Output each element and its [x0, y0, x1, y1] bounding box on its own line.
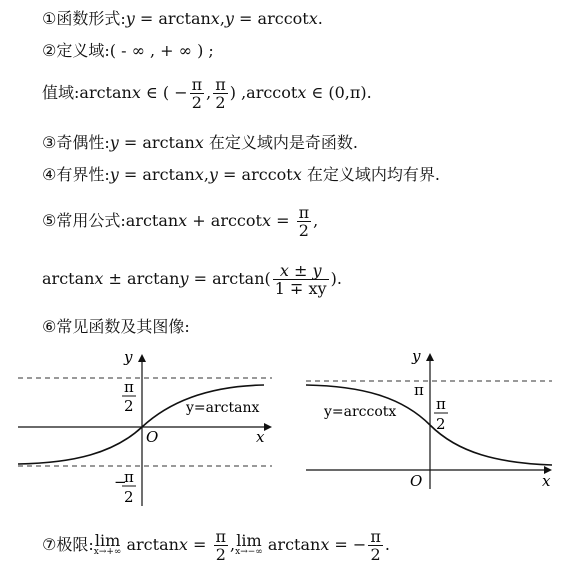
arccot-curve [306, 385, 552, 465]
var: x [194, 133, 204, 152]
func: = arccot [217, 165, 293, 184]
y-axis-label: y [124, 348, 133, 366]
var: x [94, 269, 104, 288]
text: = − [329, 535, 367, 554]
domain-label: ②定义域 [42, 41, 105, 60]
var: x [292, 165, 302, 184]
arctan-curve-label: y=arctanx [186, 400, 260, 416]
text: = arctan( [188, 269, 271, 288]
fraction [190, 76, 205, 111]
var: x [210, 9, 220, 28]
upper-num: π [124, 378, 134, 396]
graph-line [42, 317, 190, 337]
sep: : [120, 9, 126, 28]
mid-den: 2 [436, 415, 446, 433]
text: = [187, 535, 212, 554]
sep: , [313, 211, 319, 230]
var: x [308, 9, 318, 28]
func: arctan [262, 535, 321, 554]
var: x [320, 535, 330, 554]
sep: , [206, 83, 212, 102]
formula-line-1 [42, 204, 318, 239]
sep: : [74, 83, 80, 102]
domain-line [42, 41, 214, 61]
fraction [214, 528, 229, 563]
func: = arctan [134, 9, 211, 28]
text: 在定义域内是奇函数. [203, 133, 359, 152]
var: x [178, 211, 188, 230]
func: arctan [42, 269, 95, 288]
parity-label: ③奇偶性 [42, 133, 105, 152]
var: x [297, 83, 307, 102]
text: ). [330, 269, 342, 288]
graph-label: ⑥常见函数及其图像 [42, 317, 185, 336]
var: x [178, 535, 188, 554]
func: = arctan [118, 165, 195, 184]
text: ∈ ( − [140, 83, 188, 102]
func: arctan [125, 211, 179, 230]
var: y [109, 133, 119, 152]
parity-line [42, 133, 358, 153]
origin-label: O [146, 428, 159, 446]
var: y [208, 165, 218, 184]
num: π [191, 75, 203, 94]
lim-sub: x→+∞ [93, 547, 122, 557]
sep: : [184, 317, 190, 336]
lim-sub: x→−∞ [235, 547, 263, 557]
lim: lim [236, 531, 262, 550]
fraction [273, 262, 329, 297]
sep: : [104, 133, 110, 152]
arccot-graph [302, 345, 564, 491]
lower-sign: − [114, 473, 127, 491]
num: π [215, 527, 227, 546]
var: y [125, 9, 135, 28]
func: + arccot [187, 211, 262, 230]
func: arccot [246, 83, 298, 102]
lim: lim [94, 531, 121, 550]
num: x ± y [273, 262, 329, 280]
den: 2 [191, 93, 202, 112]
boundedness-line [42, 165, 440, 185]
den: 2 [370, 545, 381, 564]
lower-den: 2 [124, 488, 134, 506]
arctan-curve [18, 385, 264, 464]
formula-label: ⑤常用公式 [42, 211, 121, 230]
sep: , [219, 9, 225, 28]
func: ± arctan [103, 269, 180, 288]
boundedness-label: ④有界性 [42, 165, 105, 184]
num: π [215, 75, 226, 94]
func: arctan [79, 83, 132, 102]
sep: . [384, 535, 390, 554]
fraction [213, 76, 228, 111]
domain-value: :( - ∞ , + ∞ ) ; [104, 41, 214, 60]
origin-label: O [410, 472, 423, 490]
text: ∈ (0,π). [306, 83, 372, 102]
limit-label: ⑦极限 [42, 535, 89, 554]
formula-line-2 [42, 262, 342, 297]
x-axis-label: x [542, 472, 551, 490]
arctan-graph [14, 348, 276, 508]
num: π [370, 527, 381, 546]
sep: : [88, 535, 94, 554]
text: = [270, 211, 295, 230]
y-axis-label: y [412, 347, 421, 365]
limit-operator-1 [93, 531, 122, 557]
func: = arctan [118, 133, 195, 152]
upper-den: 2 [124, 397, 134, 415]
y-axis-arrow [426, 353, 434, 361]
sep: , [230, 535, 236, 554]
text: ) , [229, 83, 247, 102]
text: 在定义域内均有界. [301, 165, 440, 184]
lower-num: π [124, 468, 134, 486]
var: x [194, 165, 204, 184]
range-label: 值域 [42, 83, 75, 102]
limit-operator-2 [235, 531, 263, 557]
var: y [224, 9, 234, 28]
arccot-curve-label: y=arccotx [324, 404, 397, 420]
sep: : [104, 165, 110, 184]
fraction [368, 528, 383, 563]
function-form-line [42, 9, 323, 29]
mid-num: π [436, 395, 446, 413]
func: arctan [121, 535, 179, 554]
x-axis-arrow [264, 423, 272, 431]
den: 2 [215, 93, 226, 112]
var: y [109, 165, 119, 184]
func: = arccot [233, 9, 309, 28]
fraction [297, 204, 312, 239]
range-line [42, 76, 372, 111]
sep: : [120, 211, 126, 230]
var: x [131, 83, 141, 102]
sep: . [317, 9, 323, 28]
num: π [298, 203, 310, 222]
x-axis-label: x [256, 428, 265, 446]
var: x [261, 211, 271, 230]
limit-line [42, 528, 390, 563]
den: 1 ∓ xy [274, 279, 327, 298]
var: y [179, 269, 189, 288]
y-axis-arrow [138, 354, 146, 362]
den: 2 [215, 545, 226, 564]
function-form-label: ①函数形式 [42, 9, 121, 28]
pi-label: π [414, 381, 424, 399]
den: 2 [298, 221, 309, 240]
sep: , [203, 165, 209, 184]
